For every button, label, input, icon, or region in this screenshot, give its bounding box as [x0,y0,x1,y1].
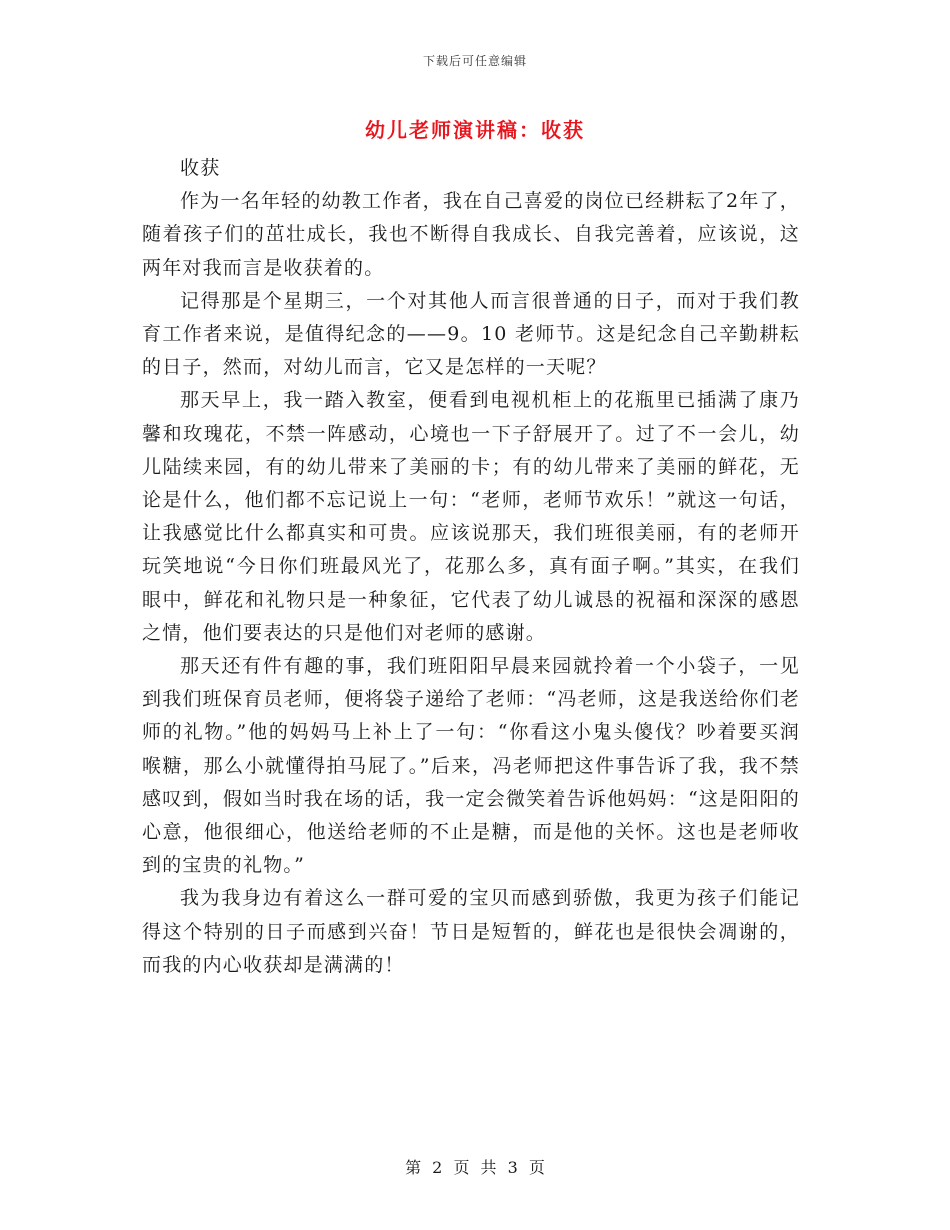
document-body [142,152,800,982]
paragraph: 作为一名年轻的幼教工作者，我在自己喜爱的岗位已经耕耘了2年了，随着孩子们的茁壮成长，我也不断得自我成长、自我完善着，应该说，这两年对我而言是收获着的。 [142,190,800,279]
paragraph: 我为我身边有着这么一群可爱的宝贝而感到骄傲，我更为孩子们能记得这个特别的日子而感到兴奋！节日是短暂的，鲜花也是很快会凋谢的，而我的内心收获却是满满的！ [142,887,800,976]
paragraph-subtitle: 收获 [180,157,221,179]
paragraph: 那天早上，我一踏入教室，便看到电视机柜上的花瓶里已插满了康乃馨和玫瑰花，不禁一阵感动，心境也一下子舒展开了。过了不一会儿，幼儿陆续来园，有的幼儿带来了美丽的卡；有的幼儿带来了美丽的鲜花，无论是什么，他们都不忘记说上一句：“老师，老师节欢乐！”就这一句话，让我感觉比什么都真实和可贵。应该说那天，我们班很美丽，有的老师开玩笑地说“今日你们班最风光了，花那么多，真有面子啊。”其实，在我们眼中，鲜花和礼物只是一种象征，它代表了幼儿诚恳的祝福和深深的感恩之情，他们要表达的只是他们对老师的感谢。 [142,389,800,644]
document-title: 幼儿老师演讲稿：收获 [365,118,585,142]
page-number-footer: 第 2 页 共 3 页 [405,1158,545,1177]
paragraph: 那天还有件有趣的事，我们班阳阳早晨来园就拎着一个小袋子，一见到我们班保育员老师，便将袋子递给了老师：“冯老师，这是我送给你们老师的礼物。”他的妈妈马上补上了一句：“你看这小鬼头傻伐？吵着要买润喉糖，那么小就懂得拍马屁了。”后来，冯老师把这件事告诉了我，我不禁感叹到，假如当时我在场的话，我一定会微笑着告诉他妈妈：“这是阳阳的心意，他很细心，他送给老师的不止是糖，而是他的关怀。这也是老师收到的宝贵的礼物。” [142,655,800,877]
paragraph: 记得那是个星期三，一个对其他人而言很普通的日子，而对于我们教育工作者来说，是值得纪念的——9。10 老师节。这是纪念自己辛勤耕耘的日子，然而，对幼儿而言，它又是怎样的一天呢？ [142,289,800,379]
page-header: 下载后可任意编辑 [422,54,527,68]
